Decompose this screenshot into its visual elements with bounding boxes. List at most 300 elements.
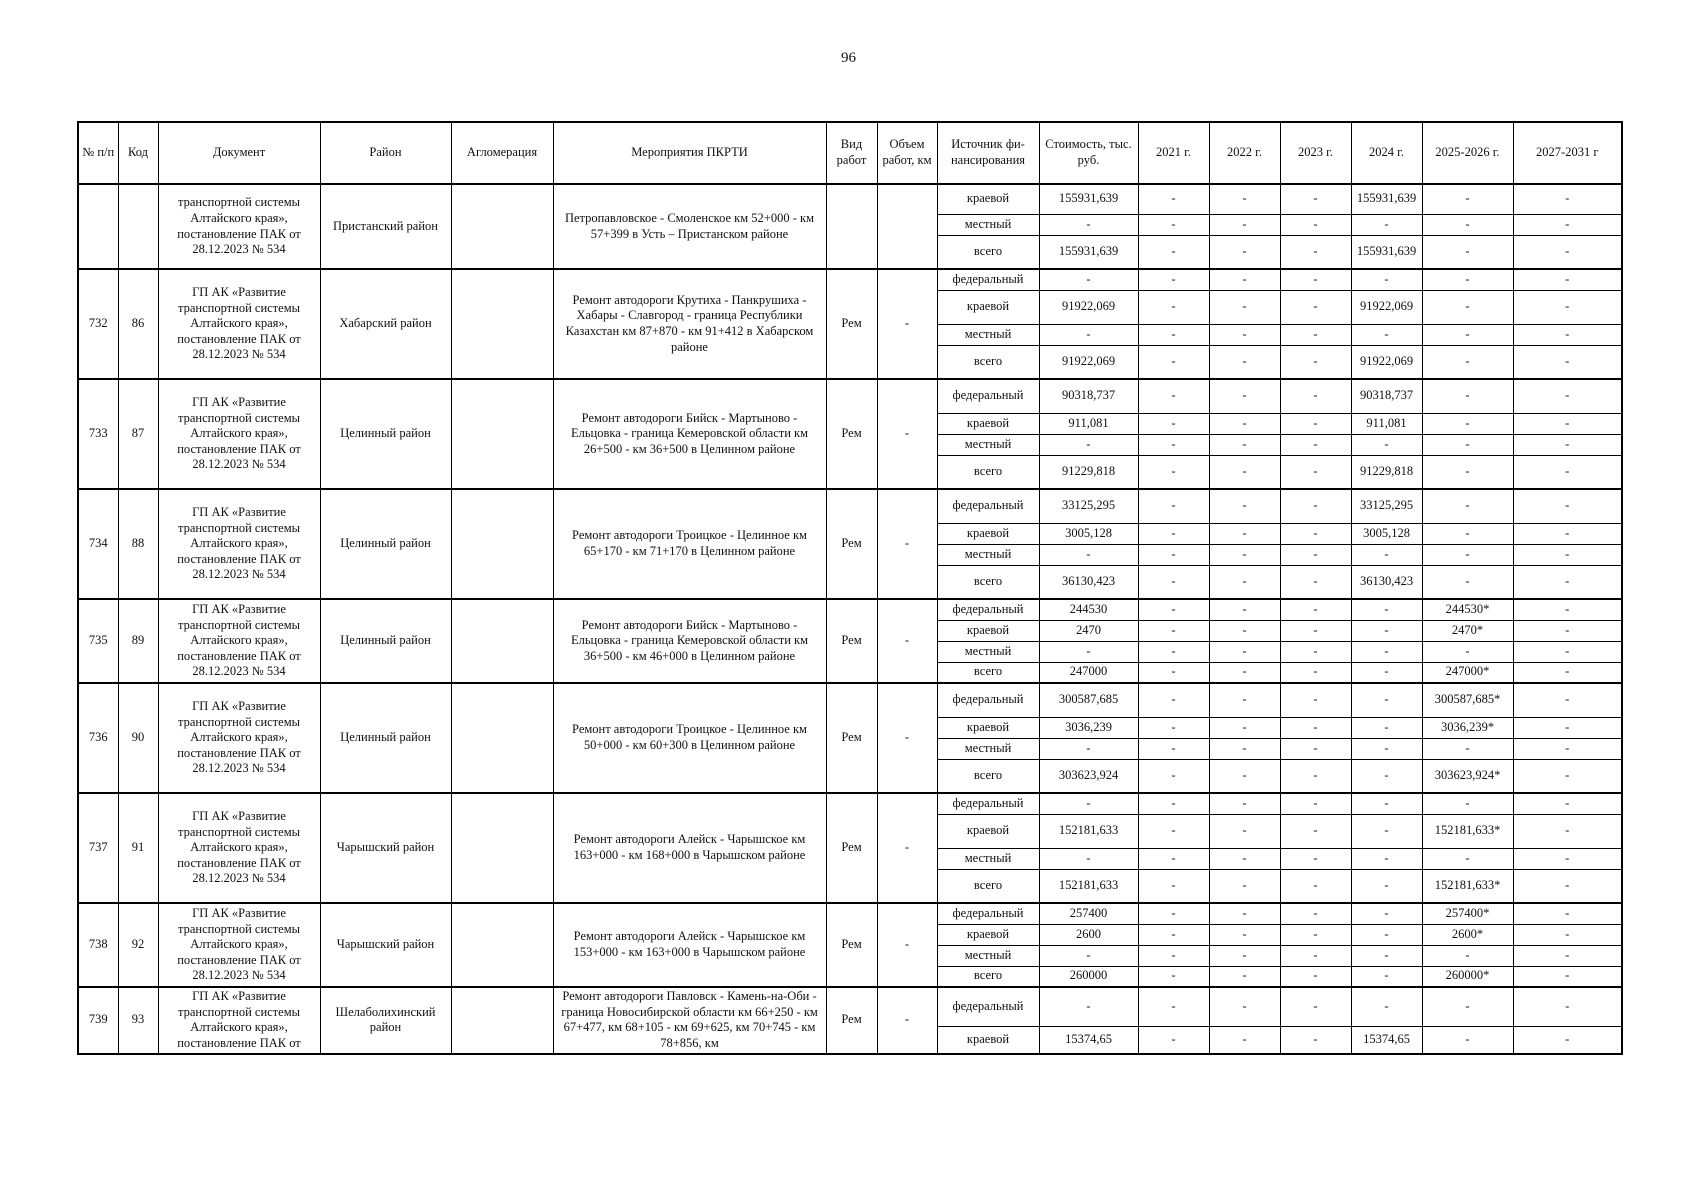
record-document: ГП АК «Развитие транспортной системы Алтайского края», постановление ПАК от 28.12.2023 № 534 [158, 599, 320, 683]
fin-2027-2031: - [1513, 1027, 1622, 1054]
record-code: 92 [118, 903, 158, 987]
fin-2022: - [1209, 683, 1280, 717]
fin-source: краевой [937, 924, 1039, 945]
table-row [78, 184, 1622, 214]
fin-2021: - [1138, 717, 1209, 738]
fin-2024: 33125,295 [1351, 489, 1422, 523]
record-document: ГП АК «Развитие транспортной системы Алтайского края», постановление ПАК от 28.12.2023 № 534 [158, 793, 320, 903]
fin-source: всего [937, 235, 1039, 269]
fin-2025-2026: - [1422, 324, 1513, 345]
fin-2021: - [1138, 738, 1209, 759]
fin-2027-2031: - [1513, 966, 1622, 987]
fin-2025-2026: - [1422, 523, 1513, 544]
fin-2021: - [1138, 324, 1209, 345]
record-agglomeration [451, 793, 553, 903]
fin-2023: - [1280, 599, 1351, 620]
fin-source: федеральный [937, 379, 1039, 413]
record-district: Целинный район [320, 683, 451, 793]
fin-2025-2026: - [1422, 987, 1513, 1027]
fin-2022: - [1209, 945, 1280, 966]
fin-source: краевой [937, 523, 1039, 544]
fin-cost: 247000 [1039, 662, 1138, 683]
fin-2021: - [1138, 662, 1209, 683]
fin-source: местный [937, 434, 1039, 455]
fin-2025-2026: - [1422, 848, 1513, 869]
fin-2021: - [1138, 214, 1209, 235]
fin-2022: - [1209, 966, 1280, 987]
fin-source: местный [937, 544, 1039, 565]
fin-2025-2026: 2470* [1422, 620, 1513, 641]
record-agglomeration [451, 987, 553, 1054]
fin-2021: - [1138, 945, 1209, 966]
fin-2024: 36130,423 [1351, 565, 1422, 599]
fin-cost: 300587,685 [1039, 683, 1138, 717]
fin-2022: - [1209, 565, 1280, 599]
record-district: Шелаболихинский район [320, 987, 451, 1054]
fin-2021: - [1138, 848, 1209, 869]
header-2024: 2024 г. [1351, 122, 1422, 184]
fin-2023: - [1280, 269, 1351, 290]
fin-2023: - [1280, 738, 1351, 759]
fin-2022: - [1209, 379, 1280, 413]
fin-2025-2026: - [1422, 455, 1513, 489]
fin-2024: - [1351, 620, 1422, 641]
fin-source: федеральный [937, 793, 1039, 814]
fin-2024: 3005,128 [1351, 523, 1422, 544]
fin-cost: 3005,128 [1039, 523, 1138, 544]
fin-2023: - [1280, 620, 1351, 641]
fin-2021: - [1138, 759, 1209, 793]
fin-2027-2031: - [1513, 869, 1622, 903]
fin-2021: - [1138, 434, 1209, 455]
fin-2025-2026: - [1422, 945, 1513, 966]
fin-2025-2026: - [1422, 565, 1513, 599]
fin-cost: 2470 [1039, 620, 1138, 641]
fin-2024: 15374,65 [1351, 1027, 1422, 1054]
fin-2021: - [1138, 903, 1209, 924]
fin-2021: - [1138, 235, 1209, 269]
record-agglomeration [451, 599, 553, 683]
fin-2027-2031: - [1513, 269, 1622, 290]
fin-2022: - [1209, 599, 1280, 620]
header-code: Код [118, 122, 158, 184]
fin-2023: - [1280, 966, 1351, 987]
fin-2025-2026: 257400* [1422, 903, 1513, 924]
fin-2024: - [1351, 945, 1422, 966]
fin-cost: - [1039, 987, 1138, 1027]
fin-2027-2031: - [1513, 987, 1622, 1027]
fin-2023: - [1280, 184, 1351, 214]
fin-source: всего [937, 565, 1039, 599]
fin-2023: - [1280, 814, 1351, 848]
fin-source: местный [937, 945, 1039, 966]
fin-source: всего [937, 345, 1039, 379]
fin-2022: - [1209, 924, 1280, 945]
fin-2024: - [1351, 662, 1422, 683]
fin-2022: - [1209, 717, 1280, 738]
fin-2024: 155931,639 [1351, 184, 1422, 214]
fin-cost: 152181,633 [1039, 869, 1138, 903]
fin-cost: 3036,239 [1039, 717, 1138, 738]
fin-2022: - [1209, 184, 1280, 214]
header-2023: 2023 г. [1280, 122, 1351, 184]
record-event: Петропавловское - Смоленское км 52+000 - км 57+399 в Усть – Пристанском районе [553, 184, 826, 269]
fin-2025-2026: 152181,633* [1422, 814, 1513, 848]
table-row [78, 987, 1622, 1027]
table-header-row [78, 122, 1622, 184]
fin-2021: - [1138, 413, 1209, 434]
fin-2025-2026: - [1422, 793, 1513, 814]
record-agglomeration [451, 269, 553, 379]
fin-2022: - [1209, 523, 1280, 544]
fin-2024: - [1351, 848, 1422, 869]
record-volume: - [877, 489, 937, 599]
fin-source: краевой [937, 413, 1039, 434]
fin-2022: - [1209, 214, 1280, 235]
fin-2025-2026: - [1422, 269, 1513, 290]
fin-2027-2031: - [1513, 290, 1622, 324]
record-event: Ремонт автодороги Алейск - Чарышское км 163+000 - км 168+000 в Чарышском районе [553, 793, 826, 903]
fin-2024: - [1351, 966, 1422, 987]
fin-source: федеральный [937, 987, 1039, 1027]
fin-2023: - [1280, 214, 1351, 235]
fin-2027-2031: - [1513, 345, 1622, 379]
record-work-type: Рем [826, 269, 877, 379]
fin-2024: - [1351, 683, 1422, 717]
record-volume: - [877, 599, 937, 683]
fin-2021: - [1138, 455, 1209, 489]
fin-2027-2031: - [1513, 759, 1622, 793]
fin-2021: - [1138, 269, 1209, 290]
header-work-type: Вид работ [826, 122, 877, 184]
header-2025-2026: 2025-2026 г. [1422, 122, 1513, 184]
fin-2027-2031: - [1513, 814, 1622, 848]
record-code: 93 [118, 987, 158, 1054]
fin-cost: - [1039, 324, 1138, 345]
fin-2023: - [1280, 759, 1351, 793]
fin-source: местный [937, 848, 1039, 869]
record-volume: - [877, 987, 937, 1054]
fin-source: всего [937, 966, 1039, 987]
fin-2027-2031: - [1513, 903, 1622, 924]
fin-2022: - [1209, 290, 1280, 324]
record-number: 732 [78, 269, 118, 379]
table-row [78, 599, 1622, 620]
fin-2022: - [1209, 269, 1280, 290]
fin-2021: - [1138, 565, 1209, 599]
fin-cost: 91922,069 [1039, 290, 1138, 324]
fin-2024: - [1351, 793, 1422, 814]
fin-2025-2026: 2600* [1422, 924, 1513, 945]
fin-2025-2026: - [1422, 184, 1513, 214]
fin-cost: 36130,423 [1039, 565, 1138, 599]
record-document: транспортной системы Алтайского края», постановление ПАК от 28.12.2023 № 534 [158, 184, 320, 269]
fin-2027-2031: - [1513, 924, 1622, 945]
record-document: ГП АК «Развитие транспортной системы Алтайского края», постановление ПАК от 28.12.2023 № 534 [158, 269, 320, 379]
record-work-type: Рем [826, 379, 877, 489]
fin-2027-2031: - [1513, 324, 1622, 345]
fin-source: местный [937, 738, 1039, 759]
record-number: 738 [78, 903, 118, 987]
fin-source: краевой [937, 814, 1039, 848]
fin-2022: - [1209, 235, 1280, 269]
table-row [78, 903, 1622, 924]
table-row [78, 489, 1622, 523]
fin-2027-2031: - [1513, 523, 1622, 544]
header-2022: 2022 г. [1209, 122, 1280, 184]
fin-2022: - [1209, 987, 1280, 1027]
fin-source: всего [937, 759, 1039, 793]
record-event: Ремонт автодороги Бийск - Мартыново - Ельцовка - граница Кемеровской области км 36+500 - км 46+000 в Целинном районе [553, 599, 826, 683]
fin-2021: - [1138, 599, 1209, 620]
fin-2022: - [1209, 544, 1280, 565]
fin-2027-2031: - [1513, 544, 1622, 565]
fin-2027-2031: - [1513, 793, 1622, 814]
record-document: ГП АК «Развитие транспортной системы Алтайского края», постановление ПАК от [158, 987, 320, 1054]
fin-cost: 33125,295 [1039, 489, 1138, 523]
fin-2023: - [1280, 641, 1351, 662]
fin-2027-2031: - [1513, 489, 1622, 523]
fin-source: федеральный [937, 903, 1039, 924]
fin-2021: - [1138, 184, 1209, 214]
fin-2025-2026: - [1422, 235, 1513, 269]
record-number: 737 [78, 793, 118, 903]
fin-2022: - [1209, 434, 1280, 455]
fin-source: местный [937, 641, 1039, 662]
fin-cost: 91229,818 [1039, 455, 1138, 489]
fin-2022: - [1209, 413, 1280, 434]
fin-2024: - [1351, 544, 1422, 565]
fin-2025-2026: - [1422, 738, 1513, 759]
table-row [78, 269, 1622, 290]
header-volume: Объем работ, км [877, 122, 937, 184]
fin-source: федеральный [937, 683, 1039, 717]
record-document: ГП АК «Развитие транспортной системы Алтайского края», постановление ПАК от 28.12.2023 № 534 [158, 379, 320, 489]
record-event: Ремонт автодороги Троицкое - Целинное км 65+170 - км 71+170 в Целинном районе [553, 489, 826, 599]
fin-2023: - [1280, 455, 1351, 489]
record-event: Ремонт автодороги Алейск - Чарышское км 153+000 - км 163+000 в Чарышском районе [553, 903, 826, 987]
fin-2021: - [1138, 987, 1209, 1027]
record-work-type: Рем [826, 489, 877, 599]
fin-2021: - [1138, 345, 1209, 379]
fin-2027-2031: - [1513, 434, 1622, 455]
record-district: Чарышский район [320, 793, 451, 903]
fin-2023: - [1280, 489, 1351, 523]
fin-2025-2026: - [1422, 544, 1513, 565]
record-number: 735 [78, 599, 118, 683]
fin-2025-2026: 244530* [1422, 599, 1513, 620]
fin-2022: - [1209, 641, 1280, 662]
record-agglomeration [451, 489, 553, 599]
fin-2025-2026: - [1422, 641, 1513, 662]
fin-2024: - [1351, 924, 1422, 945]
fin-2022: - [1209, 793, 1280, 814]
fin-2024: - [1351, 214, 1422, 235]
record-agglomeration [451, 903, 553, 987]
fin-2024: - [1351, 738, 1422, 759]
fin-2021: - [1138, 620, 1209, 641]
fin-2025-2026: 260000* [1422, 966, 1513, 987]
fin-2025-2026: - [1422, 290, 1513, 324]
fin-2021: - [1138, 544, 1209, 565]
fin-2025-2026: - [1422, 434, 1513, 455]
fin-2021: - [1138, 793, 1209, 814]
fin-2027-2031: - [1513, 717, 1622, 738]
fin-2022: - [1209, 662, 1280, 683]
fin-2025-2026: - [1422, 1027, 1513, 1054]
fin-2022: - [1209, 345, 1280, 379]
record-work-type: Рем [826, 599, 877, 683]
fin-2024: - [1351, 814, 1422, 848]
fin-2027-2031: - [1513, 455, 1622, 489]
fin-2025-2026: - [1422, 413, 1513, 434]
fin-2027-2031: - [1513, 683, 1622, 717]
fin-2022: - [1209, 848, 1280, 869]
record-document: ГП АК «Развитие транспортной системы Алтайского края», постановление ПАК от 28.12.2023 № 534 [158, 903, 320, 987]
record-agglomeration [451, 379, 553, 489]
record-volume: - [877, 793, 937, 903]
fin-2023: - [1280, 544, 1351, 565]
record-district: Целинный район [320, 379, 451, 489]
fin-2021: - [1138, 924, 1209, 945]
fin-2027-2031: - [1513, 662, 1622, 683]
fin-2023: - [1280, 869, 1351, 903]
fin-2021: - [1138, 1027, 1209, 1054]
fin-cost: 91922,069 [1039, 345, 1138, 379]
record-number: 739 [78, 987, 118, 1054]
fin-2023: - [1280, 683, 1351, 717]
record-code: 89 [118, 599, 158, 683]
fin-2023: - [1280, 565, 1351, 599]
fin-2027-2031: - [1513, 848, 1622, 869]
fin-2027-2031: - [1513, 413, 1622, 434]
header-agglomeration: Агломерация [451, 122, 553, 184]
fin-2024: 91922,069 [1351, 345, 1422, 379]
page-number: 96 [841, 50, 856, 66]
fin-source: всего [937, 662, 1039, 683]
fin-2021: - [1138, 489, 1209, 523]
fin-cost: - [1039, 641, 1138, 662]
header-event: Мероприятия ПКРТИ [553, 122, 826, 184]
record-code: 86 [118, 269, 158, 379]
table-row [78, 379, 1622, 413]
fin-cost: 303623,924 [1039, 759, 1138, 793]
fin-2021: - [1138, 683, 1209, 717]
fin-source: федеральный [937, 269, 1039, 290]
fin-2023: - [1280, 662, 1351, 683]
fin-cost: - [1039, 544, 1138, 565]
fin-cost: 911,081 [1039, 413, 1138, 434]
fin-2024: 911,081 [1351, 413, 1422, 434]
fin-source: всего [937, 869, 1039, 903]
fin-2024: - [1351, 434, 1422, 455]
record-work-type: Рем [826, 987, 877, 1054]
fin-2024: 91922,069 [1351, 290, 1422, 324]
fin-2027-2031: - [1513, 214, 1622, 235]
fin-2021: - [1138, 869, 1209, 903]
fin-2023: - [1280, 345, 1351, 379]
header-num: № п/п [78, 122, 118, 184]
fin-source: краевой [937, 184, 1039, 214]
fin-cost: 155931,639 [1039, 235, 1138, 269]
fin-2027-2031: - [1513, 620, 1622, 641]
record-work-type: Рем [826, 793, 877, 903]
fin-2027-2031: - [1513, 599, 1622, 620]
fin-2027-2031: - [1513, 565, 1622, 599]
record-event: Ремонт автодороги Бийск - Мартыново - Ельцовка - граница Кемеровской области км 26+500 - км 36+500 в Целинном районе [553, 379, 826, 489]
fin-2023: - [1280, 717, 1351, 738]
fin-source: федеральный [937, 599, 1039, 620]
record-number: 734 [78, 489, 118, 599]
fin-cost: - [1039, 793, 1138, 814]
fin-2024: - [1351, 641, 1422, 662]
fin-cost: - [1039, 214, 1138, 235]
fin-2022: - [1209, 324, 1280, 345]
record-code: 90 [118, 683, 158, 793]
fin-source: краевой [937, 290, 1039, 324]
fin-2023: - [1280, 945, 1351, 966]
fin-2023: - [1280, 903, 1351, 924]
fin-source: местный [937, 214, 1039, 235]
fin-2022: - [1209, 759, 1280, 793]
header-cost: Стоимость, тыс. руб. [1039, 122, 1138, 184]
fin-cost: - [1039, 738, 1138, 759]
fin-2027-2031: - [1513, 235, 1622, 269]
header-2027-2031: 2027-2031 г [1513, 122, 1622, 184]
fin-2021: - [1138, 641, 1209, 662]
fin-2023: - [1280, 523, 1351, 544]
fin-2024: - [1351, 717, 1422, 738]
fin-2024: 155931,639 [1351, 235, 1422, 269]
fin-2024: - [1351, 599, 1422, 620]
record-document: ГП АК «Развитие транспортной системы Алтайского края», постановление ПАК от 28.12.2023 № 534 [158, 489, 320, 599]
fin-cost: 2600 [1039, 924, 1138, 945]
record-volume: - [877, 269, 937, 379]
fin-2025-2026: 300587,685* [1422, 683, 1513, 717]
fin-2021: - [1138, 814, 1209, 848]
record-agglomeration [451, 184, 553, 269]
fin-2023: - [1280, 235, 1351, 269]
fin-2023: - [1280, 434, 1351, 455]
fin-cost: 155931,639 [1039, 184, 1138, 214]
fin-cost: - [1039, 945, 1138, 966]
fin-cost: - [1039, 269, 1138, 290]
fin-2024: - [1351, 903, 1422, 924]
fin-source: краевой [937, 620, 1039, 641]
projects-table [77, 121, 1623, 1055]
table-row [78, 683, 1622, 717]
record-number: 736 [78, 683, 118, 793]
record-district: Пристанский район [320, 184, 451, 269]
fin-cost: 152181,633 [1039, 814, 1138, 848]
record-work-type: Рем [826, 683, 877, 793]
fin-2027-2031: - [1513, 738, 1622, 759]
record-district: Целинный район [320, 599, 451, 683]
record-volume: - [877, 683, 937, 793]
fin-cost: 257400 [1039, 903, 1138, 924]
fin-source: федеральный [937, 489, 1039, 523]
fin-cost: 260000 [1039, 966, 1138, 987]
fin-source: местный [937, 324, 1039, 345]
fin-2025-2026: - [1422, 214, 1513, 235]
fin-2021: - [1138, 523, 1209, 544]
fin-2022: - [1209, 489, 1280, 523]
fin-cost: 244530 [1039, 599, 1138, 620]
fin-2024: - [1351, 759, 1422, 793]
fin-2023: - [1280, 793, 1351, 814]
record-agglomeration [451, 683, 553, 793]
fin-2025-2026: 247000* [1422, 662, 1513, 683]
